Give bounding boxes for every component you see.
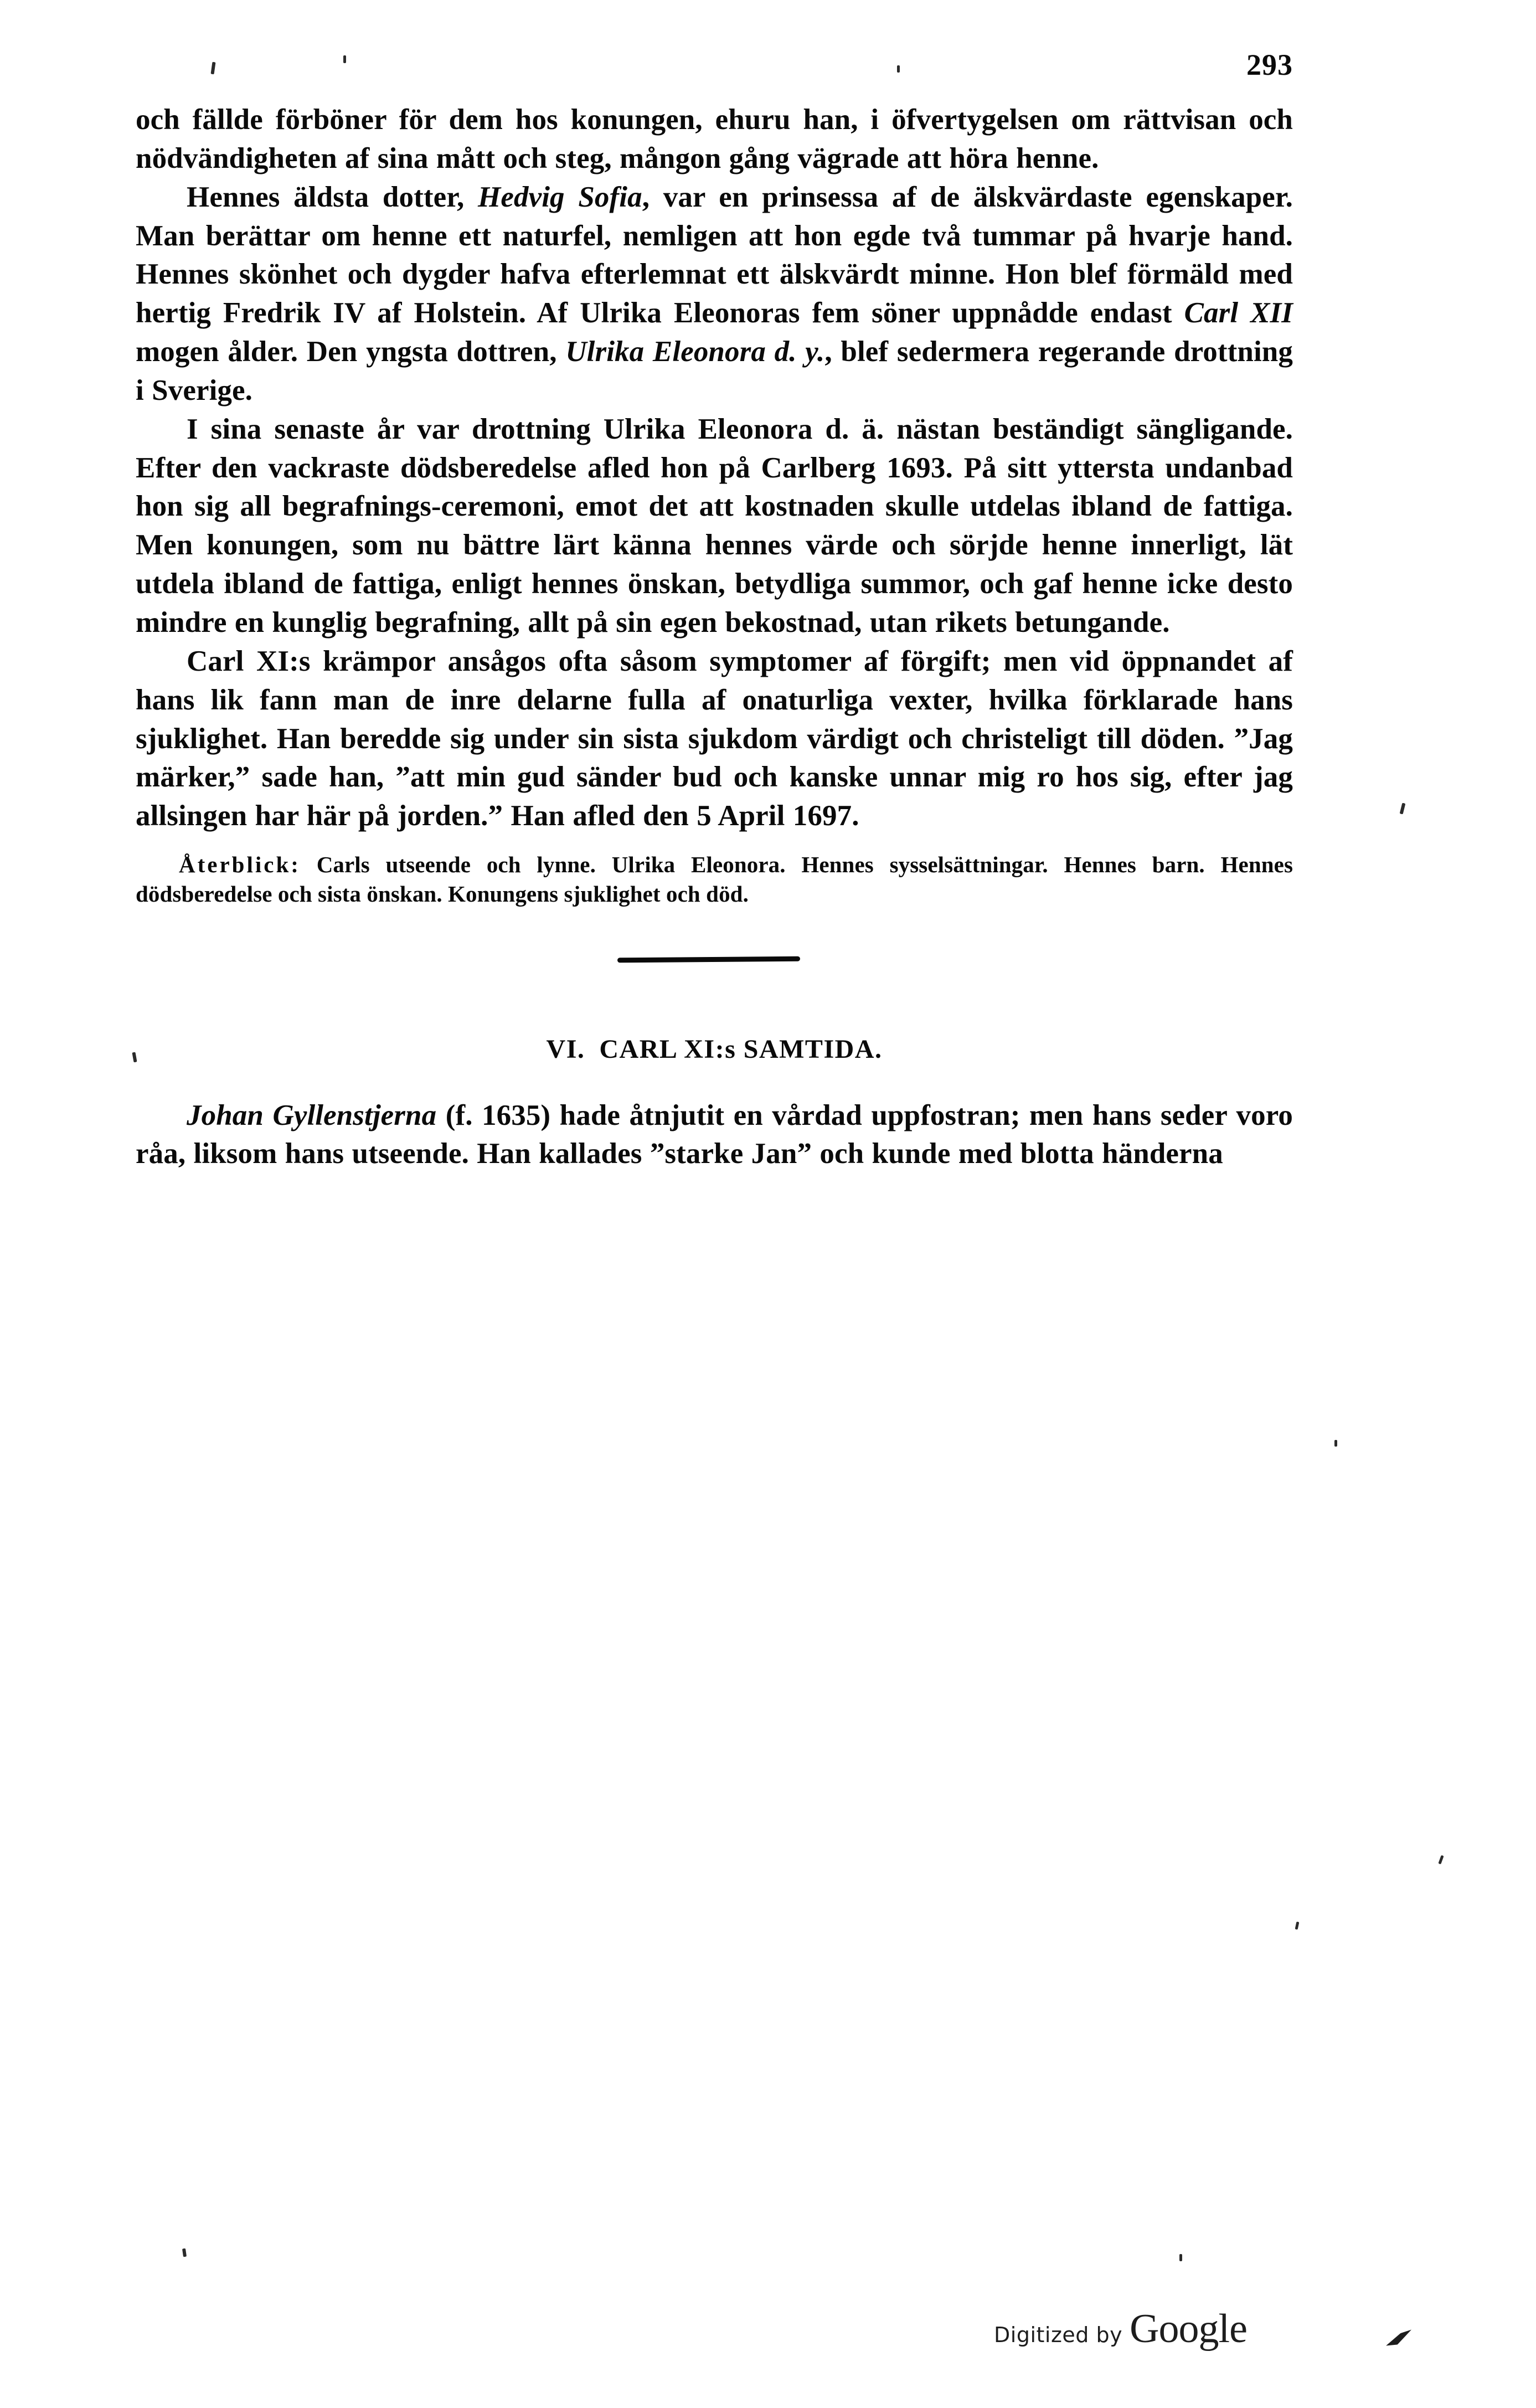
- aterblick-text: Carls utseende och lynne. Ulrika Eleonora. Hennes sysselsättningar. Hennes barn. Hennes dödsberedelse och sista önskan. Konungens sjuklighet och död.: [136, 852, 1293, 907]
- italic-run: Carl XII: [1184, 297, 1293, 330]
- digitized-by-google-watermark: [994, 2306, 1247, 2352]
- scan-speckle: [1438, 1855, 1444, 1865]
- scan-speckle: [1334, 1440, 1337, 1447]
- running-head: [136, 50, 1293, 101]
- page-number: 293: [1246, 48, 1293, 81]
- paragraph-johan-gyllenstjerna: [136, 1097, 1293, 1174]
- section-number: VI.: [546, 1034, 585, 1064]
- scan-speckle: [182, 2249, 187, 2257]
- paragraph-hedvig-sofia: [136, 178, 1293, 410]
- text-run: Hennes äldsta dotter,: [187, 181, 478, 213]
- section-divider: [136, 941, 1293, 980]
- text-run: , blef sedermera regerande drottning i Sverige.: [136, 336, 1293, 407]
- italic-run: Ulrika Eleonora d. y.: [565, 336, 825, 368]
- scan-speckle: [897, 65, 900, 73]
- horizontal-rule: [617, 956, 800, 963]
- section-heading: [136, 1033, 1293, 1066]
- section-title: CARL XI:s SAMTIDA.: [599, 1034, 883, 1064]
- scan-speckle: [1179, 2254, 1182, 2261]
- paragraph-continuation: [136, 101, 1293, 178]
- italic-run: Johan Gyllenstjerna: [187, 1099, 437, 1131]
- text-run: I sina senaste år var drottning Ulrika Eleonora d. ä. nästan beständigt sängligande. Efter den vackraste dödsberedelse afled hon på Carlberg 1693. På sitt yttersta undanbad hon sig all begrafnings-ceremoni, emot det att kostnaden skulle utdelas ibland de fattiga. Men konungen, som nu bättre lärt känna hennes värde och sörjde henne innerligt, lät utdela ibland de fattiga, enligt hennes önskan, betydliga summor, och gaf henne icke desto mindre en kunglig begrafning, allt på sin egen bekostnad, utan rikets betungande.: [136, 413, 1293, 639]
- scan-speckle: [343, 55, 346, 63]
- watermark-prefix: Digitized by: [994, 2323, 1123, 2347]
- italic-run: Hedvig Sofia: [478, 181, 642, 213]
- scan-tick-icon: [1384, 2328, 1415, 2349]
- google-wordmark: Google: [1130, 2306, 1247, 2352]
- text-run: , var en prinsessa af de älskvärdaste egenskaper. Man berättar om henne ett naturfel, nemligen att hon egde två tummar på hvarje hand. Hennes skönhet och dygder hafva efterlemnat ett älskvärdt minne. Hon blef förmäld med hertig Fredrik IV af Holstein. Af Ulrika Eleonoras fem söner uppnådde endast: [136, 181, 1293, 330]
- aterblick-label: Återblick:: [179, 852, 301, 878]
- heading-spacer: [136, 1066, 1293, 1097]
- paragraph-last-years: [136, 410, 1293, 642]
- text-run: (f. 1635) hade åtnjutit en vårdad uppfostran; men hans seder voro råa, liksom hans utseende. Han kallades ”starke Jan” och kunde med blotta händerna: [136, 1099, 1293, 1170]
- text-run: och fällde förböner för dem hos konungen, ehuru han, i öfvertygelsen om rättvisan och nödvändigheten af sina mått och steg, mångon gång vägrade att höra henne.: [136, 104, 1293, 174]
- scan-speckle: [1400, 803, 1406, 815]
- aterblick-summary: [136, 850, 1293, 908]
- scan-speckle: [1295, 1922, 1300, 1930]
- text-run: mogen ålder. Den yngsta dottren,: [136, 336, 566, 368]
- text-run: Carl XI:s krämpor ansågos ofta såsom symptomer af förgift; men vid öppnandet af hans lik fann man de inre delarne fulla af onaturliga vexter, hvilka förklarade hans sjuklighet. Han beredde sig under sin sista sjukdom värdigt och christeligt till döden. ”Jag märker,” sade han, ”att min gud sänder bud och kanske unnar mig ro hos sig, efter jag allsingen har här på jorden.” Han afled den 5 April 1697.: [136, 645, 1293, 832]
- paragraph-carl-xi-illness: [136, 642, 1293, 836]
- text-block: [136, 50, 1293, 1174]
